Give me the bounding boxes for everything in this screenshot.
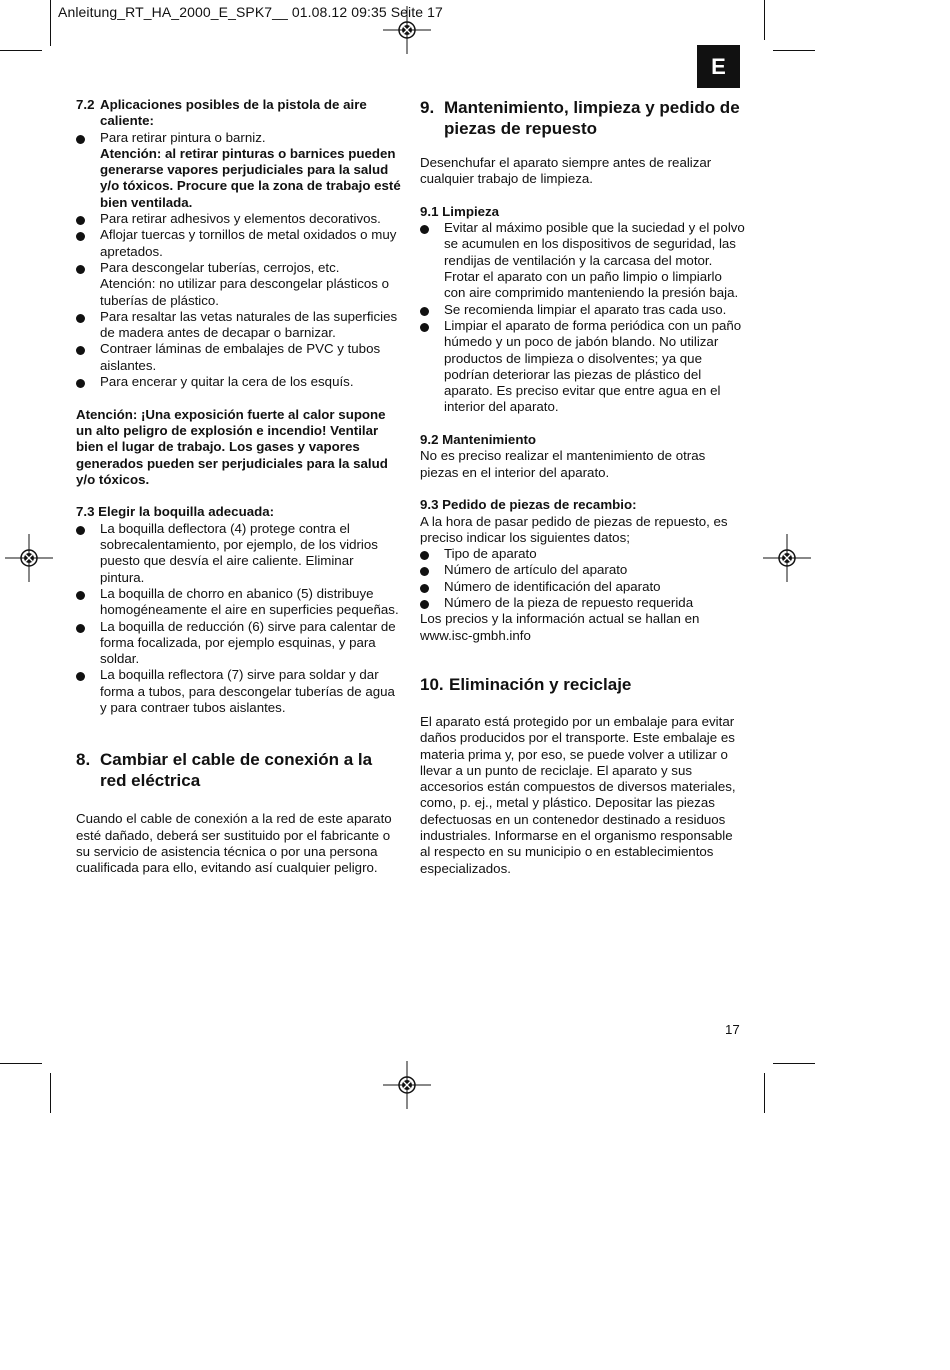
section-10-heading bbox=[420, 674, 745, 695]
warning-paragraph: Atención: ¡Una exposición fuerte al calor supone un alto peligro de explosión e incendio! Ventilar bien el lugar de trabajo. Los gases y vapores generados pueden ser perjudiciales para la salud y/o tóxicos. bbox=[76, 406, 388, 487]
section-9-3-list bbox=[420, 546, 745, 611]
section-title: Cambiar el cable de conexión a la red eléctrica bbox=[100, 750, 373, 791]
list-item: Para retirar adhesivos y elementos decorativos. bbox=[76, 211, 401, 227]
section-7-2-heading bbox=[76, 97, 401, 130]
language-tab: E bbox=[697, 45, 740, 88]
section-8-heading bbox=[76, 749, 401, 791]
section-8-body: Cuando el cable de conexión a la red de este aparato esté dañado, deberá ser sustituido por el fabricante o su servicio de asistencia técnica o por una persona cualificada para ello, evitando así cualquier peligro. bbox=[76, 811, 392, 876]
section-9-heading bbox=[420, 97, 745, 139]
crop-mark bbox=[0, 50, 42, 51]
section-7-3-heading: 7.3 Elegir la boquilla adecuada: bbox=[76, 504, 275, 520]
page-number: 17 bbox=[725, 1022, 740, 1037]
section-9-3-outro: Los precios y la información actual se hallan en www.isc-gmbh.info bbox=[420, 611, 700, 643]
crop-mark bbox=[764, 0, 765, 40]
list-item: Para resaltar las vetas naturales de las superficies de madera antes de decapar o barnizar. bbox=[76, 309, 401, 342]
list-item-text: Para descongelar tuberías, cerrojos, etc. bbox=[100, 259, 340, 275]
list-item: Número de la pieza de repuesto requerida bbox=[420, 595, 745, 611]
section-number: 7.2 bbox=[76, 97, 95, 112]
section-9-intro: Desenchufar el aparato siempre antes de realizar cualquier trabajo de limpieza. bbox=[420, 155, 712, 187]
section-9-1-list bbox=[420, 220, 745, 416]
warning-text: Atención: al retirar pinturas o barnices pueden generarse vapores perjudiciales para la salud y/o tóxicos. Procure que la zona de trabajo esté bien ventilada. bbox=[100, 145, 401, 210]
list-item bbox=[76, 130, 401, 211]
registration-mark-icon bbox=[383, 6, 431, 54]
list-item: Para encerar y quitar la cera de los esquís. bbox=[76, 374, 401, 390]
list-item: Número de identificación del aparato bbox=[420, 579, 745, 595]
section-number: 9. bbox=[420, 98, 435, 117]
note-text: Atención: no utilizar para descongelar plásticos o tuberías de plástico. bbox=[100, 276, 390, 308]
registration-mark-icon bbox=[383, 1061, 431, 1109]
list-item: La boquilla deflectora (4) protege contra el sobrecalentamiento, por ejemplo, de los vidrios puesto que desvía el aire caliente. Eliminar pintura. bbox=[76, 521, 401, 586]
section-9-3-intro: A la hora de pasar pedido de piezas de repuesto, es preciso indicar los siguientes datos; bbox=[420, 513, 728, 545]
crop-mark bbox=[764, 1073, 765, 1113]
section-9-2-body: No es preciso realizar el mantenimiento de otras piezas en el interior del aparato. bbox=[420, 448, 706, 480]
list-item: La boquilla reflectora (7) sirve para soldar y dar forma a tubos, para descongelar tuberías de agua y para contraer tubos aislantes. bbox=[76, 667, 401, 716]
section-9-2-heading: 9.2 Mantenimiento bbox=[420, 432, 536, 448]
registration-mark-icon bbox=[763, 534, 811, 582]
list-item: Contraer láminas de embalajes de PVC y tubos aislantes. bbox=[76, 341, 401, 374]
left-column bbox=[76, 97, 401, 876]
list-item: Se recomienda limpiar el aparato tras cada uso. bbox=[420, 302, 745, 318]
right-column bbox=[420, 97, 745, 877]
list-item: Aflojar tuercas y tornillos de metal oxidados o muy apretados. bbox=[76, 227, 401, 260]
crop-mark bbox=[50, 1073, 51, 1113]
section-7-3-list bbox=[76, 521, 401, 717]
section-10-body: El aparato está protegido por un embalaje para evitar daños producidos por el transporte. Este embalaje es materia prima y, por eso, se puede volver a utilizar o llevar a un punto de reciclaje. El aparato y sus accesorios están compuestos de diversos materiales, como, p. ej., metal y plástico. Depositar las piezas defectuosas en un contenedor destinado a residuos industriales. Informarse en el organismo responsable al respecto en su municipio o en establecimientos especializados. bbox=[420, 713, 736, 876]
header-slug: Anleitung_RT_HA_2000_E_SPK7__ 01.08.12 09:35 Seite 17 bbox=[58, 4, 443, 20]
section-7-2-list bbox=[76, 130, 401, 391]
crop-mark bbox=[773, 50, 815, 51]
crop-mark bbox=[0, 1063, 42, 1064]
list-item bbox=[76, 260, 401, 309]
crop-mark bbox=[50, 0, 51, 46]
list-item: Tipo de aparato bbox=[420, 546, 745, 562]
section-9-1-heading: 9.1 Limpieza bbox=[420, 203, 500, 219]
section-number: 10. bbox=[420, 674, 444, 694]
list-item: Limpiar el aparato de forma periódica con un paño húmedo y un poco de jabón blando. No utilizar productos de limpieza o disolventes; ya que podrían deteriorar las piezas de plástico del aparato. Es preciso evitar que entre agua en el interior del aparato. bbox=[420, 318, 745, 416]
list-item: La boquilla de chorro en abanico (5) distribuye homogéneamente el aire en superficies pequeñas. bbox=[76, 586, 401, 619]
registration-mark-icon bbox=[5, 534, 53, 582]
list-item-text: Para retirar pintura o barniz. bbox=[100, 129, 266, 145]
section-title: Mantenimiento, limpieza y pedido de piezas de repuesto bbox=[444, 98, 740, 138]
section-9-3-heading: 9.3 Pedido de piezas de recambio: bbox=[420, 497, 637, 513]
section-number: 8. bbox=[76, 750, 91, 770]
list-item: Número de artículo del aparato bbox=[420, 562, 745, 578]
section-title: Aplicaciones posibles de la pistola de aire caliente: bbox=[100, 97, 367, 129]
list-item: La boquilla de reducción (6) sirve para calentar de forma focalizada, por ejemplo esquinas, y para soldar. bbox=[76, 619, 401, 668]
section-title: Eliminación y reciclaje bbox=[449, 674, 632, 694]
crop-mark bbox=[773, 1063, 815, 1064]
list-item: Evitar al máximo posible que la suciedad y el polvo se acumulen en los dispositivos de seguridad, las rendijas de ventilación y la carcasa del motor. Frotar el aparato con un paño limpio o limpiarlo con aire comprimido manteniendo la presión baja. bbox=[420, 220, 745, 301]
